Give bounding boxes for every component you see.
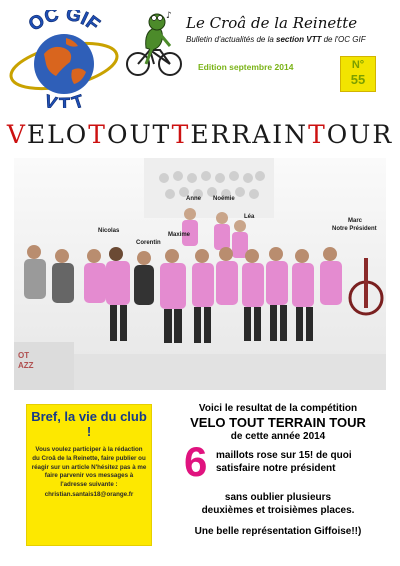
pink-jerseys-statement	[160, 438, 396, 485]
svg-text:♪: ♪	[166, 11, 172, 21]
newsletter-title: Le Croâ de la Reinette	[186, 14, 358, 32]
title-word: VELO	[6, 120, 89, 149]
title-word: TOUT	[88, 120, 172, 149]
photo-label-lea: Léa	[244, 214, 255, 220]
issue-number: 55	[350, 72, 366, 87]
photo-label-nicolas: Nicolas	[98, 228, 120, 234]
pink-jersey-count: 6	[184, 438, 208, 485]
issue-prefix: N°	[351, 59, 365, 71]
oc-gif-vtt-logo	[8, 10, 120, 108]
title-word: TERRAIN	[171, 120, 309, 149]
photo-label-corentin: Corentin	[136, 240, 161, 246]
photo-label-marc: Marc	[348, 218, 363, 224]
photo-label-noemie: Noémie	[213, 196, 235, 202]
results-intro: Voici le resultat de la compétition	[198, 403, 358, 414]
newsletter-subtitle: Bulletin d'actualités de la section VTT de l'OC GIF	[186, 35, 366, 44]
other-places: sans oublier plusieurs deuxièmes et troisièmes places.	[201, 492, 355, 516]
issue-number-badge	[340, 56, 376, 92]
club-life-box	[26, 404, 152, 546]
logo-top-text: OC GIF	[24, 10, 104, 36]
edition-date: Edition septembre 2014	[198, 62, 294, 72]
photo-label-president: Notre Président	[332, 226, 377, 232]
bulletin-header	[186, 14, 386, 45]
frog-cyclist-illustration	[124, 10, 184, 80]
svg-text:OC GIF	[25, 10, 103, 36]
competition-year: de cette année 2014	[230, 431, 326, 442]
title-word: TOUR	[308, 120, 394, 149]
event-title	[0, 120, 400, 149]
contact-email: christian.santais18@orange.fr	[44, 490, 134, 498]
svg-text:OT: OT	[18, 351, 30, 360]
photo-label-maxime: Maxime	[168, 232, 191, 238]
competition-name: VELO TOUT TERRAIN TOUR	[190, 415, 366, 430]
pink-jersey-text: maillots rose sur 15! de quoi satisfaire notre président	[216, 450, 352, 474]
results-article	[160, 402, 396, 538]
club-box-body: Vous voulez participer à la rédaction du Croâ de la Reinette, faire publier ou réagir sur un article N'hésitez pas à me faire parvenir vos messages à l'adresse suivante :	[31, 446, 147, 489]
closing-line: Une belle représentation Giffoise!!)	[194, 526, 362, 537]
photo-label-anne: Anne	[186, 196, 201, 202]
club-box-title: Bref, la vie du club !	[31, 409, 147, 439]
team-photo	[14, 158, 386, 390]
logo-bottom-text: VTT	[41, 90, 87, 108]
svg-text:AZZ: AZZ	[18, 361, 34, 370]
